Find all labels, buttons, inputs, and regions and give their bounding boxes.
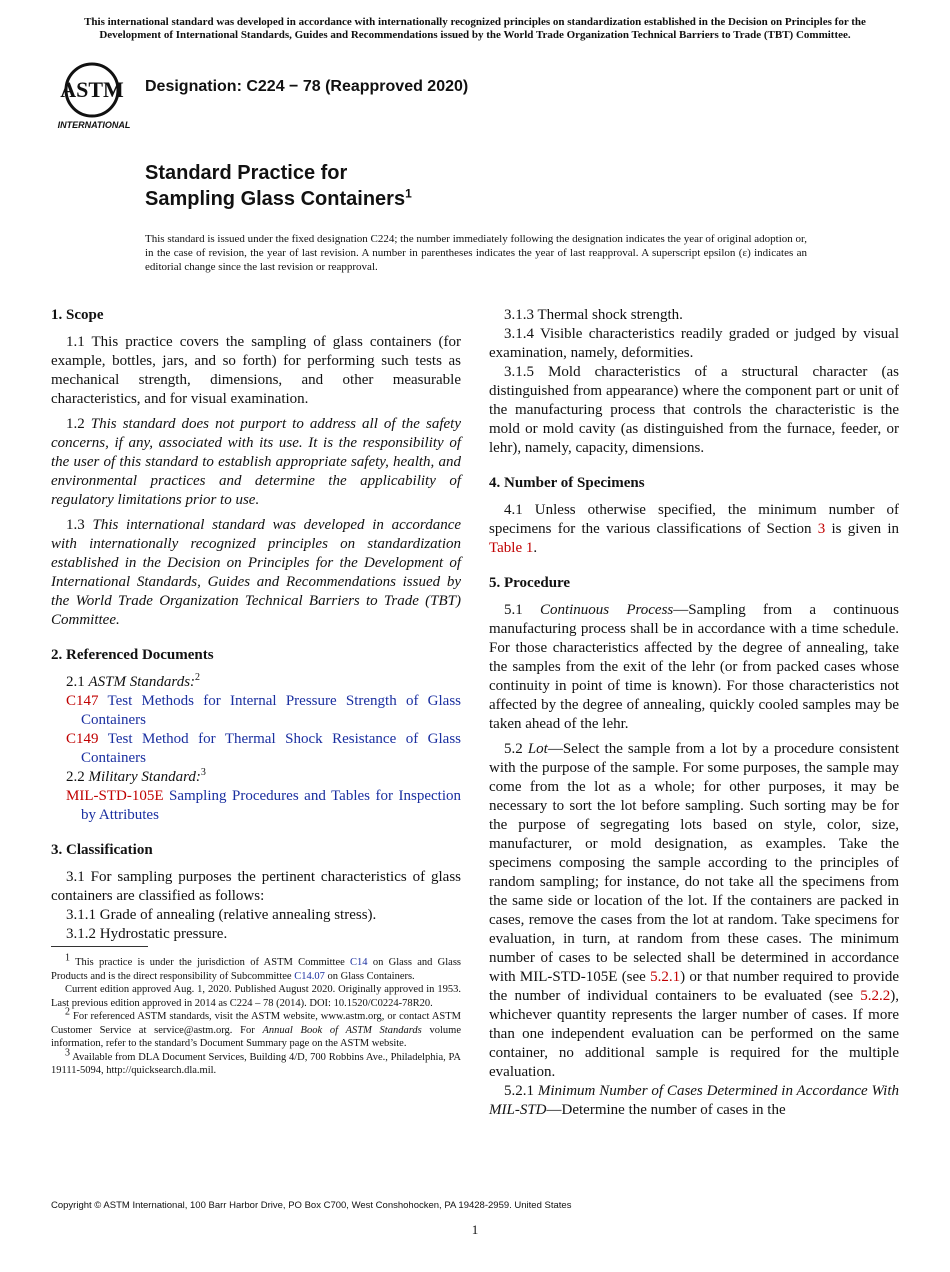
page-title — [145, 160, 412, 212]
issued-note: This standard is issued under the fixed designation C224; the number immediately following the designation indicates the year of original adoption or, in the case of revision, the year of last revision. A number in parentheses indicates the year of last reapproval. A superscript epsilon (ε) indicates an editorial change since the last revision or reapproval. — [145, 233, 807, 273]
procedure-5-2-1: 5.2.1 Minimum Number of Cases Determined in Accordance With MIL-STD—Determine the number of cases in the — [489, 1083, 899, 1118]
procedure-5-2: 5.2 Lot—Select the sample from a lot by a procedure consistent with the purpose of the sample. For some purposes, the sample may come from the lot as a whole; for other purposes, it may be necessary to sort the lot before sampling. Such sorting may be for the purpose of segregating lots based on style, color, size, manufacturer, or mold designation, as examples. Take the specimens composing the sample according to the principles of random sampling; for instance, do not take all the specimens from the same side or location of the lot. If the containers are packed in cases, remove the cases from the lot at random. Take specimens for evaluation, in turn, at random from these cases. The minimum number of cases to be selected shall be determined in accordance with MIL-STD-105E (see 5.2.1) or that number required to provide the number of individual containers to be evaluated (see 5.2.2), whichever quantity represents the larger number of cases. If more than one independent evaluation can be performed on the same container, no additional sample is required for the multiple evaluation. — [489, 741, 900, 1080]
astm-logo — [52, 60, 136, 132]
logo-text: ASTM — [60, 77, 124, 102]
link-5-2-2[interactable]: 5.2.2 — [860, 988, 891, 1004]
copyright: Copyright © ASTM International, 100 Barr Harbor Drive, PO Box C700, West Conshohocken, PA 19428-2959. United States — [51, 1200, 572, 1211]
left-column — [51, 306, 461, 944]
link-table-1[interactable]: Table 1 — [489, 540, 534, 556]
procedure-5-1: 5.1 Continuous Process—Sampling from a continuous manufacturing process shall be in accordance with a time schedule. For those characteristics affected by the degree of annealing, take the samples from the exit of the lehr (or from packed cases whose continuity in point of time is known). For those characteristics not affected by the degree of annealing, quickly cooled samples may be taken ahead of the lehr. — [489, 602, 899, 732]
designation: Designation: C224 − 78 (Reapproved 2020) — [145, 78, 469, 95]
ref-c147-code[interactable]: C147 — [66, 693, 99, 709]
ref-c147-title[interactable]: Test Methods for Internal Pressure Strength of Glass Containers — [81, 693, 462, 728]
scope-1-2: 1.2 This standard does not purport to address all of the safety concerns, if any, associated with its use. It is the responsibility of the user of this standard to establish appropriate safety, health, and environmental practices and determine the applicability of regulatory limitations prior to use. — [51, 416, 461, 508]
right-column — [489, 306, 899, 1120]
class-3-1-2: 3.1.2 Hydrostatic pressure. — [66, 926, 228, 942]
link-c14[interactable]: C14 — [350, 957, 368, 968]
title-footnote-ref[interactable]: 1 — [405, 186, 412, 201]
ref-c149-title[interactable]: Test Method for Thermal Shock Resistance of Glass Containers — [81, 731, 461, 766]
scope-1-3: 1.3 This international standard was developed in accordance with internationally recognized principles on standardization established in the Decision on Principles for the Development of International Standards, Guides and Recommendations issued by the World Trade Organization Technical Barriers to Trade (TBT) Committee. — [51, 517, 462, 628]
footnote-1-edition: Current edition approved Aug. 1, 2020. Published August 2020. Originally approved in 1953. Last previous edition approved in 2014 as C224 – 78 (2014). DOI: 10.1520/C0224-78R20. — [51, 984, 461, 1009]
class-3-1-5: 3.1.5 Mold characteristics of a structural character (as distinguished from appearance) where the component part or unit of the manufacturing process that controls the characteristic is the mold or mold cavity (as distinguished from the furnace, feeder, or lehr), namely, capacity, dimensions. — [489, 364, 899, 456]
class-3-1-3: 3.1.3 Thermal shock strength. — [504, 307, 683, 323]
footnote-rule — [51, 946, 148, 947]
ref-mil-code[interactable]: MIL-STD-105E — [66, 788, 164, 804]
scope-1-1: 1.1 This practice covers the sampling of glass containers (for example, bottles, jars, and so forth) for performing such tests as mechanical strength, dimensions, and other measurable characteristics, and for visual examination. — [51, 334, 461, 407]
ref-c149-code[interactable]: C149 — [66, 731, 99, 747]
scope-heading: 1. Scope — [51, 307, 104, 323]
link-section-3[interactable]: 3 — [817, 521, 826, 537]
footnote-2: $^2$ For referenced ASTM standards, visit the ASTM website, www.astm.org, or contact ASTM Customer Service at service@astm.org. For Annual Book of ASTM Standards volume information, refer to the standard’s Document Summary page on the ASTM website. — [51, 1006, 461, 1049]
procedure-heading: 5. Procedure — [489, 575, 571, 591]
specimens-heading: 4. Number of Specimens — [489, 475, 645, 491]
logo-subtext: INTERNATIONAL — [57, 120, 131, 130]
footnotes — [51, 952, 461, 1078]
class-3-1-4: 3.1.4 Visible characteristics readily graded or judged by visual examination, namely, deformities. — [489, 326, 899, 361]
ref-mil-std[interactable] — [51, 787, 461, 825]
refdocs-heading: 2. Referenced Documents — [51, 647, 214, 663]
footnote-1: $^1$ This practice is under the jurisdiction of ASTM Committee C14 on Glass and Glass Products and is the direct responsibility of Subcommittee C14.07 on Glass Containers. — [51, 952, 461, 982]
class-3-1: 3.1 For sampling purposes the pertinent characteristics of glass containers are classified as follows: — [51, 869, 461, 904]
specimens-4-1: 4.1 Unless otherwise specified, the minimum number of specimens for the various classifications of Section 3 is given in Table 1. — [489, 502, 900, 556]
footnote-3: $^3$ Available from DLA Document Services, Building 4/D, 700 Robbins Ave., Philadelphia, PA 19111-5094, http://quicksearch.dla.mil. — [51, 1047, 461, 1076]
classification-heading: 3. Classification — [51, 842, 153, 858]
title-line2: Sampling Glass Containers$^1$ — [145, 186, 412, 210]
astm-standards-label: 2.1 ASTM Standards:$^2$ — [66, 672, 201, 690]
class-3-1-1: 3.1.1 Grade of annealing (relative annealing stress). — [66, 907, 377, 923]
top-notice: This international standard was developed in accordance with internationally recognized principles on standardization established in the Decision on Principles for the Development of International Standards, Guides and Recommendations issued by the World Trade Organization Technical Barriers to Trade (TBT) Committee. — [84, 16, 866, 41]
ref-c149[interactable] — [51, 730, 461, 768]
ref-c147[interactable] — [51, 692, 461, 730]
astm-logo-icon — [52, 60, 136, 132]
link-5-2-1[interactable]: 5.2.1 — [650, 969, 681, 985]
ref-mil-title[interactable]: Sampling Procedures and Tables for Inspection by Attributes — [81, 788, 461, 823]
military-standard-label: 2.2 Military Standard:$^3$ — [66, 767, 206, 785]
page-number: 1 — [471, 1222, 479, 1237]
title-line1: Standard Practice for — [145, 162, 348, 184]
link-c14-07[interactable]: C14.07 — [294, 970, 325, 982]
